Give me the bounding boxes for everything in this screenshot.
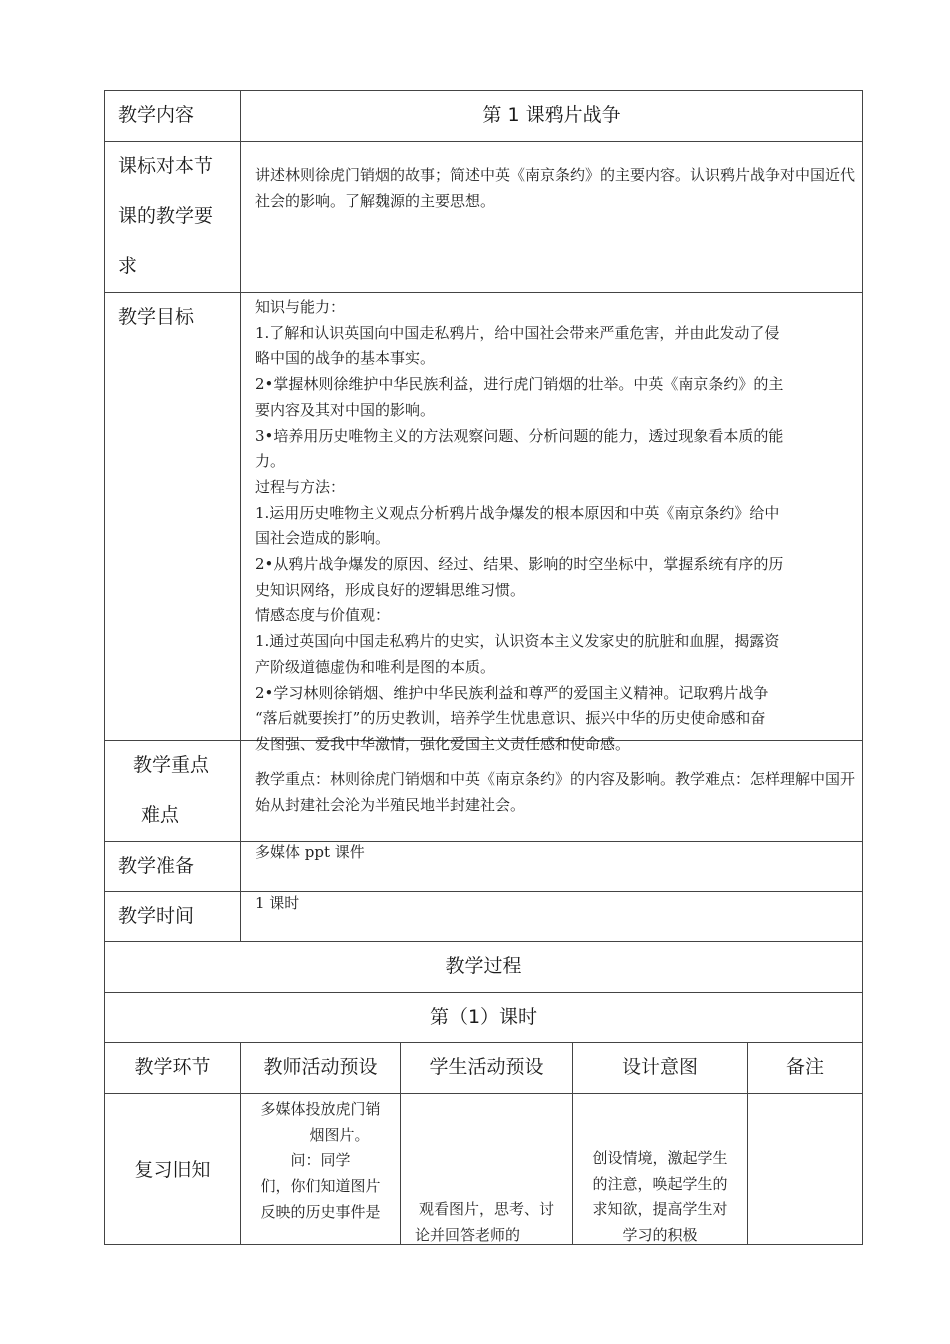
review-student-activity — [401, 1197, 572, 1244]
intent-line: 求知欲，提高学生对 — [592, 1200, 728, 1219]
teacher-line: 烟图片。 — [309, 1125, 370, 1144]
objectives-label: 教学目标 — [118, 306, 195, 328]
objective-line: 力。 — [255, 452, 286, 471]
row-divider — [104, 1093, 863, 1094]
period-title: 第（1）课时 — [429, 1006, 538, 1028]
column-header-stage: 教学环节 — [134, 1056, 211, 1078]
objective-line: 知识与能力： — [255, 298, 346, 316]
objective-line: 3•培养用历史唯物主义的方法观察问题、分析问题的能力，透过现象看本质的能 — [255, 426, 784, 445]
time-text: 1 课时 — [255, 894, 300, 912]
objective-line: 2•从鸦片战争爆发的原因、经过、结果、影响的时空坐标中，掌握系统有序的历 — [255, 555, 784, 574]
label-column-divider — [240, 90, 241, 942]
column-header-teacher: 教师活动预设 — [263, 1056, 378, 1078]
teacher-line: 们，你们知道图片 — [260, 1177, 381, 1196]
table-border-right — [862, 90, 863, 1245]
student-line: 观看图片，思考、讨 — [418, 1200, 554, 1218]
lesson-title: 第 1 课鸦片战争 — [482, 104, 621, 126]
objective-line: 史知识网络，形成良好的逻辑思维习惯。 — [255, 580, 526, 599]
student-line: 论并回答老师的 — [415, 1225, 521, 1244]
keypoints-label-line: 难点 — [141, 804, 180, 826]
standard-label-line: 课标对本节 — [118, 155, 214, 177]
objective-line: 2•学习林则徐销烟、维护中华民族利益和尊严的爱国主义精神。记取鸦片战争 — [255, 683, 769, 702]
teacher-line: 多媒体投放虎门销 — [260, 1100, 381, 1118]
standard-label-line: 求 — [118, 255, 138, 277]
intent-line: 的注意，唤起学生的 — [592, 1174, 728, 1193]
review-stage: 复习旧知 — [134, 1159, 211, 1181]
objective-line: 略中国的战争的基本事实。 — [255, 349, 436, 368]
review-note — [748, 1097, 862, 1244]
teacher-line: 反映的历史事件是 — [260, 1202, 381, 1221]
prep-text: 多媒体 ppt 课件 — [255, 843, 365, 861]
objective-line: 产阶级道德虚伪和唯利是图的本质。 — [255, 657, 496, 676]
column-header-student: 学生活动预设 — [429, 1056, 544, 1078]
column-header-intent: 设计意图 — [621, 1056, 698, 1078]
process-title: 教学过程 — [445, 955, 522, 977]
review-design-intent — [573, 1146, 747, 1244]
review-teacher-activity — [241, 1097, 400, 1244]
objective-line: 情感态度与价值观： — [255, 606, 391, 625]
objectives-text — [255, 295, 860, 753]
objective-line: “落后就要挨打”的历史教训，培养学生忧患意识、振兴中华的历史使命感和奋 — [255, 709, 766, 728]
keypoints-label — [133, 740, 238, 840]
standard-label-line: 课的教学要 — [118, 205, 214, 227]
intent-line: 学习的积极 — [622, 1226, 698, 1245]
objective-line: 1.运用历史唯物主义观点分析鸦片战争爆发的根本原因和中英《南京条约》给中 — [255, 503, 780, 522]
objective-line: 2•掌握林则徐维护中华民族利益，进行虎门销烟的壮举。中英《南京条约》的主 — [255, 375, 784, 394]
keypoints-text: 教学重点：林则徐虎门销烟和中英《南京条约》的内容及影响。教学难点：怎样理解中国开始从封建社会沦为半殖民地半封建社会。 — [255, 770, 856, 814]
objective-line: 1.通过英国向中国走私鸦片的史实，认识资本主义发家史的肮脏和血腥，揭露资 — [255, 632, 780, 651]
objective-line: 要内容及其对中国的影响。 — [255, 400, 436, 419]
prep-label: 教学准备 — [118, 855, 195, 877]
standard-text: 讲述林则徐虎门销烟的故事；简述中英《南京条约》的主要内容。认识鸦片战争对中国近代社会的影响。了解魏源的主要思想。 — [255, 166, 856, 210]
objective-line: 1.了解和认识英国向中国走私鸦片，给中国社会带来严重危害，并由此发动了侵 — [255, 323, 780, 342]
standard-label — [118, 141, 238, 291]
objective-line: 国社会造成的影响。 — [255, 529, 391, 548]
intent-line: 创设情境，激起学生 — [592, 1149, 728, 1167]
objective-line: 发图强、爱我中华激情，强化爱国主义责任感和使命感。 — [255, 734, 631, 753]
teacher-line: 问：同学 — [290, 1151, 351, 1170]
column-header-note: 备注 — [785, 1056, 824, 1078]
time-label: 教学时间 — [118, 905, 195, 927]
keypoints-label-line: 教学重点 — [133, 754, 210, 776]
objective-line: 过程与方法： — [255, 477, 346, 496]
content-label: 教学内容 — [118, 104, 195, 126]
